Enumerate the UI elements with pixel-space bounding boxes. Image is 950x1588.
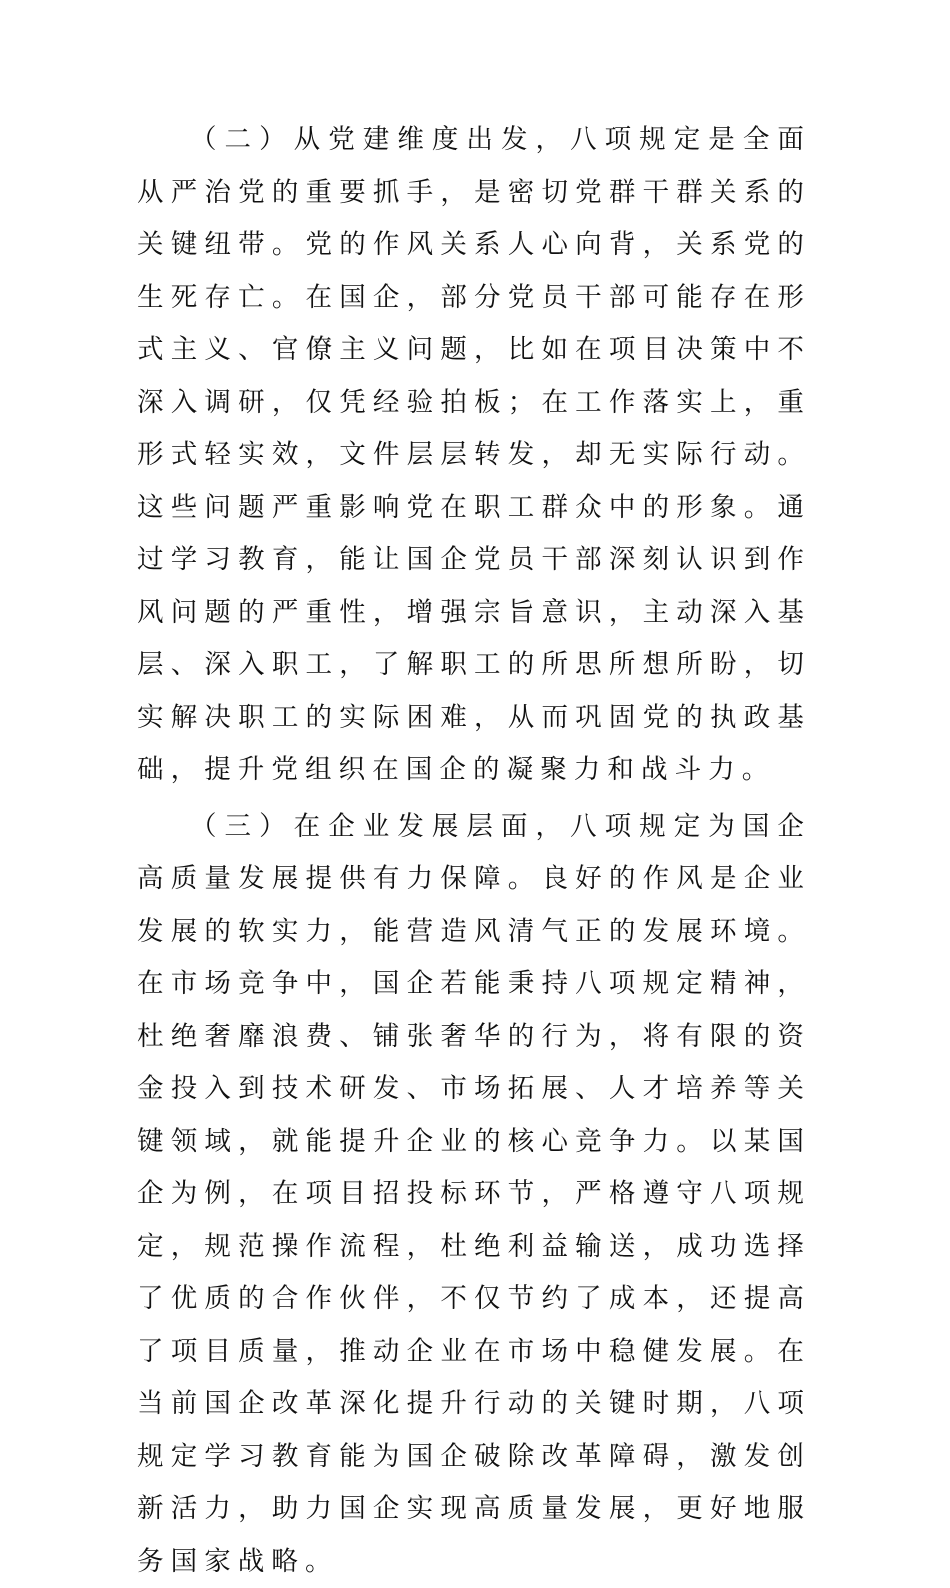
paragraph-enterprise-development: （三）在企业发展层面，八项规定为国企高质量发展提供有力保障。良好的作风是企业发展的软实力，能营造风清气正的发展环境。在市场竞争中，国企若能秉持八项规定精神，杜绝奢靡浪费、铺张奢华的行为，将有限的资金投入到技术研发、市场拓展、人才培养等关键领域，就能提升企业的核心竞争力。以某国企为例，在项目招投标环节，严格遵守八项规定，规范操作流程，杜绝利益输送，成功选择了优质的合作伙伴，不仅节约了成本，还提高了项目质量，推动企业在市场中稳健发展。在当前国企改革深化提升行动的关键时期，八项规定学习教育能为国企破除改革障碍，激发创新活力，助力国企实现高质量发展，更好地服务国家战略。 [137, 801, 811, 1588]
document-page [137, 114, 811, 1588]
paragraph-party-building: （二）从党建维度出发，八项规定是全面从严治党的重要抓手，是密切党群干群关系的关键纽带。党的作风关系人心向背，关系党的生死存亡。在国企，部分党员干部可能存在形式主义、官僚主义问题，比如在项目决策中不深入调研，仅凭经验拍板；在工作落实上，重形式轻实效，文件层层转发，却无实际行动。这些问题严重影响党在职工群众中的形象。通过学习教育，能让国企党员干部深刻认识到作风问题的严重性，增强宗旨意识，主动深入基层、深入职工，了解职工的所思所想所盼，切实解决职工的实际困难，从而巩固党的执政基础，提升党组织在国企的凝聚力和战斗力。 [137, 114, 811, 797]
